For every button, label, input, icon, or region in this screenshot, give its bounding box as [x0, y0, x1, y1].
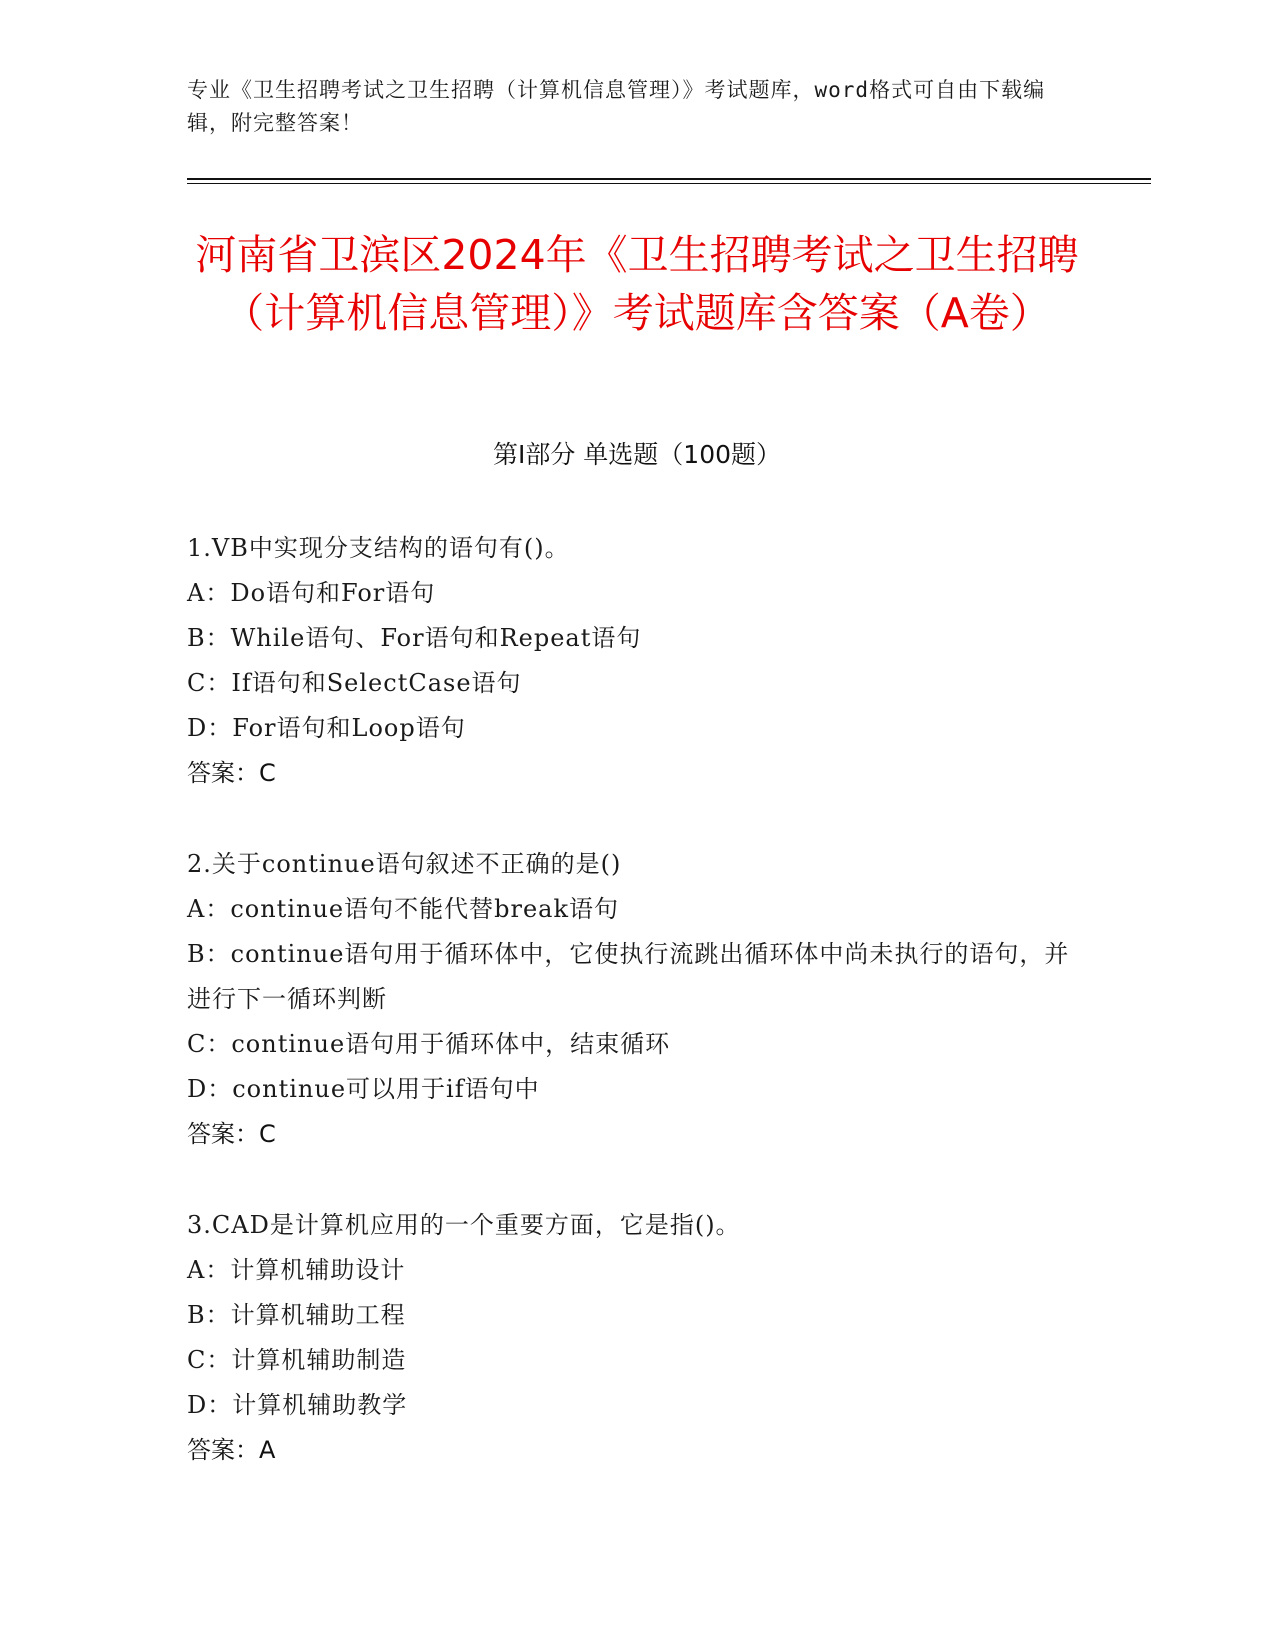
question-1 [187, 526, 1087, 796]
question-2 [187, 842, 1087, 1157]
option-c: C：If语句和SelectCase语句 [187, 669, 522, 697]
option-b: B：计算机辅助工程 [187, 1301, 406, 1329]
option-b: B：While语句、For语句和Repeat语句 [187, 624, 642, 652]
question-stem: 2.关于continue语句叙述不正确的是() [187, 850, 622, 878]
option-a: A：计算机辅助设计 [187, 1256, 406, 1284]
header-rule-thick [187, 178, 1151, 180]
header-note: 专业《卫生招聘考试之卫生招聘（计算机信息管理）》考试题库，word格式可自由下载编辑，附完整答案！ [187, 78, 1046, 135]
option-d: D：For语句和Loop语句 [187, 714, 466, 742]
answer: 答案：C [187, 759, 276, 787]
option-a: A：Do语句和For语句 [187, 579, 436, 607]
question-stem: 1.VB中实现分支结构的语句有()。 [187, 534, 570, 562]
option-d: D：continue可以用于if语句中 [187, 1075, 540, 1103]
header-rule-thin [187, 183, 1151, 184]
section-title: 第Ⅰ部分 单选题（100题） [492, 440, 782, 469]
option-c: C：计算机辅助制造 [187, 1346, 407, 1374]
option-d: D：计算机辅助教学 [187, 1391, 408, 1419]
option-a: A：continue语句不能代替break语句 [187, 895, 620, 923]
option-c: C：continue语句用于循环体中，结束循环 [187, 1030, 671, 1058]
document-title: 河南省卫滨区2024年《卫生招聘考试之卫生招聘（计算机信息管理）》考试题库含答案（A卷） [195, 231, 1079, 337]
option-b: B：continue语句用于循环体中，它使执行流跳出循环体中尚未执行的语句，并进行下一循环判断 [187, 940, 1070, 1013]
question-3 [187, 1203, 1087, 1473]
answer: 答案：A [187, 1436, 276, 1464]
question-list [187, 526, 1087, 1519]
question-stem: 3.CAD是计算机应用的一个重要方面，它是指()。 [187, 1211, 741, 1239]
answer: 答案：C [187, 1120, 276, 1148]
